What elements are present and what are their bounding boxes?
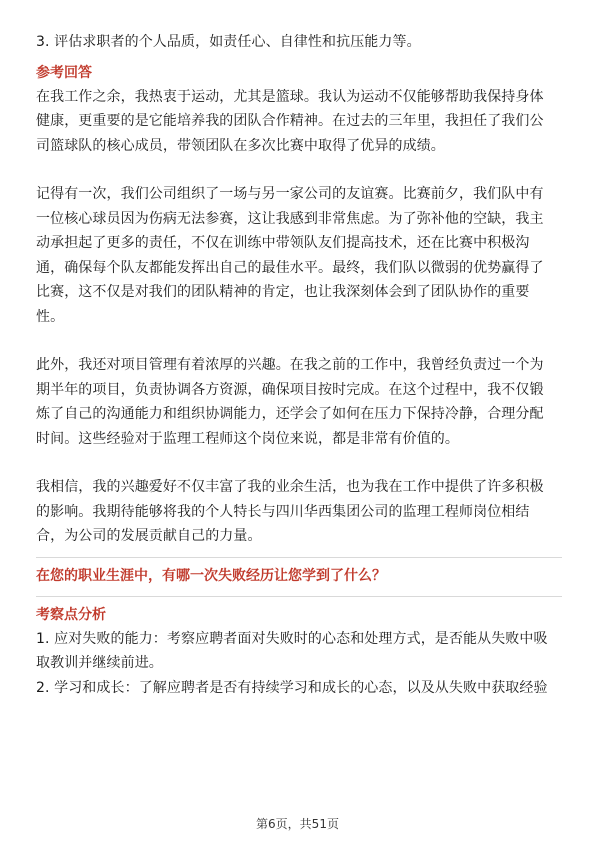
text-line: 我相信，我的兴趣爱好不仅丰富了我的业余生活，也为我在工作中提供了许多积极 [36,479,544,495]
text-line: 健康，更重要的是它能培养我的团队合作精神。在过去的三年里，我担任了我们公 [36,113,544,129]
text-line: 炼了自己的沟通能力和组织协调能力，还学会了如何在压力下保持冷静，合理分配 [36,406,544,422]
page-content [36,30,562,700]
list-item-3: 3. 评估求职者的个人品质，如责任心、自律性和抗压能力等。 [36,34,421,50]
text-line: 性。 [36,308,65,325]
interview-question: 在您的职业生涯中，有哪一次失败经历让您学到了什么？ [36,567,386,584]
text-line: 一位核心球员因为伤病无法参赛，这让我感到非常焦虑。为了弥补他的空缺，我主 [36,210,544,227]
answer-paragraph-3 [36,353,562,451]
text-line: 通，确保每个队友都能发挥出自己的最佳水平。最终，我们队以微弱的优势赢得了 [36,259,544,276]
text-line: 此外，我还对项目管理有着浓厚的兴趣。在我之前的工作中，我曾经负责过一个为 [36,357,544,373]
answer-paragraph-2 [36,182,562,329]
text-line: 比赛，这不仅是对我们的团队精神的肯定，也让我深刻体会到了团队协作的重要 [36,284,530,300]
analysis-line: 1. 应对失败的能力：考察应聘者面对失败时的心态和处理方式，是否能从失败中吸 [36,630,548,647]
text-line: 时间。这些经验对于监理工程师这个岗位来说，都是非常有价值的。 [36,430,459,447]
reference-answer-heading: 参考回答 [36,64,92,81]
analysis-line: 2. 学习和成长：了解应聘者是否有持续学习和成长的心态，以及从失败中获取经验 [36,679,548,696]
text-line: 合，为公司的发展贡献自己的力量。 [36,528,262,544]
analysis-line: 取教训并继续前进。 [36,655,163,671]
text-line: 记得有一次，我们公司组织了一场与另一家公司的友谊赛。比赛前夕，我们队中有 [36,186,544,202]
section-divider [36,557,562,558]
text-line: 动承担起了更多的责任，不仅在训练中带领队友们提高技术，还在比赛中积极沟 [36,235,530,251]
text-line: 在我工作之余，我热衷于运动，尤其是篮球。我认为运动不仅能够帮助我保持身体 [36,88,544,105]
answer-paragraph-4 [36,475,562,549]
text-line: 的影响。我期待能够将我的个人特长与四川华西集团公司的监理工程师岗位相结 [36,503,530,520]
analysis-heading: 考察点分析 [36,606,106,623]
page-number-footer: 第6页，共51页 [256,817,339,831]
answer-paragraph-1 [36,85,562,159]
text-line: 期半年的项目，负责协调各方资源，确保项目按时完成。在这个过程中，我不仅锻 [36,381,544,398]
text-line: 司篮球队的核心成员，带领团队在多次比赛中取得了优异的成绩。 [36,137,445,154]
section-divider [36,596,562,597]
